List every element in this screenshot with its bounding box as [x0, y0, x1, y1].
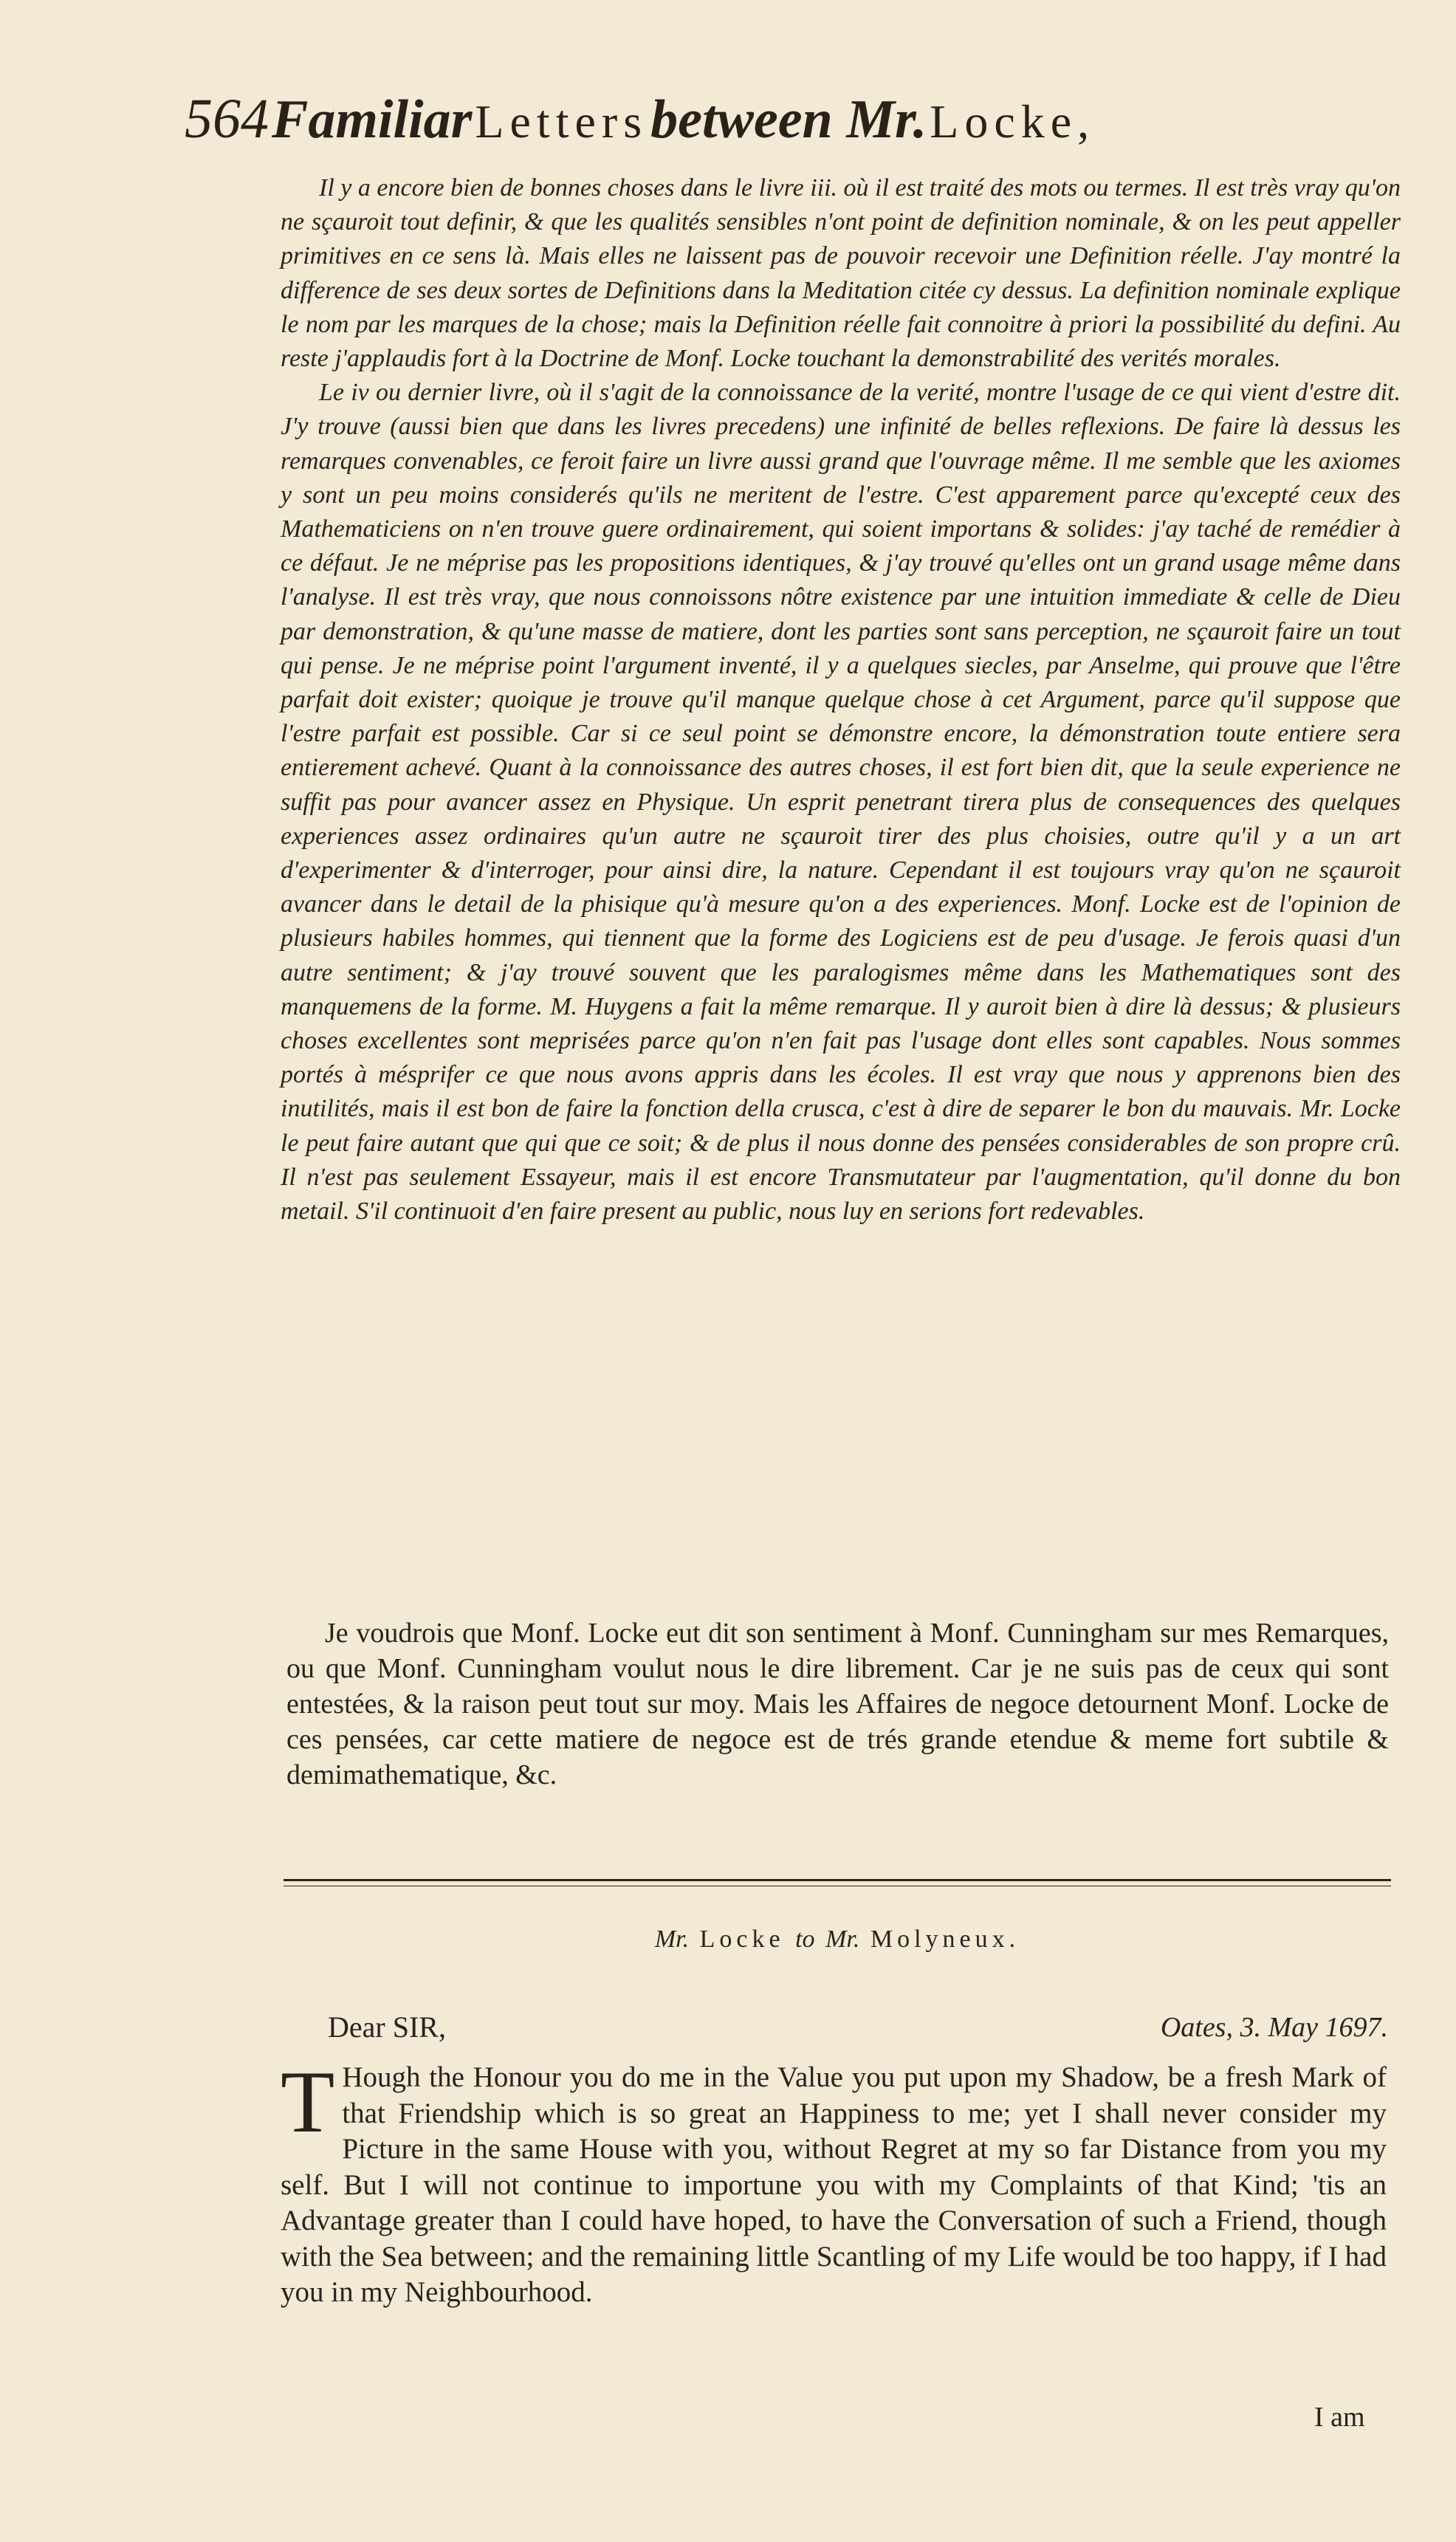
- french-letter-text: [281, 171, 1401, 1229]
- header-locke: Locke,: [930, 95, 1096, 148]
- french-paragraph-1: Il y a encore bien de bonnes choses dans le livre iii. où il est traité des mots ou termes. Il est très vray qu'on ne sçauroit tout definir, & que les qualités sensibles n'ont point de definition nominale, & on les peut appeller primitives en ce sens là. Mais elles ne laissent pas de pouvoir recevoir une Definition réelle. J'ay montré la difference de ses deux sortes de Definitions dans la Meditation citée cy dessus. La definition nominale explique le nom par les marques de la chose; mais la Definition réelle fait connoitre à priori la possibilité du defini. Au reste j'applaudis fort à la Doctrine de Monf. Locke touchant la demonstrabilité des verités morales.: [281, 174, 1401, 373]
- heading-locke: Locke: [699, 1926, 785, 1953]
- page-number: 564: [185, 88, 269, 150]
- heading-mr-2: Mr.: [825, 1926, 860, 1953]
- drop-cap: T: [281, 2053, 335, 2151]
- section-divider: [284, 1879, 1391, 1886]
- closing-remarks: [286, 1615, 1389, 1793]
- heading-molyneux: Molyneux.: [870, 1926, 1020, 1953]
- letter-body-text: Hough the Honour you do me in the Value you put upon my Shadow, be a fresh Mark of that Friendship which is so great an Happiness to me; yet I shall never consider my Picture in the same House with you, without Regret at my so far Distance from you my self. But I will not continue to importune you with my Complaints of that Kind; 'tis an Advantage greater than I could have hoped, to have the Conversation of such a Friend, though with the Sea between; and the remaining little Scantling of my Life would be too happy, if I had you in my Neighbourhood.: [281, 2061, 1387, 2308]
- closing-paragraph: Je voudrois que Monf. Locke eut dit son sentiment à Monf. Cunningham sur mes Remarques, ou que Monf. Cunningham voulut nous le dire librement. Car je ne suis pas de ceux qui sont entestées, & la raison peut tout sur moy. Mais les Affaires de negoce detournent Monf. Locke de ces pensées, car cette matiere de negoce est de trés grande etendue & meme fort subtile & demimathematique, &c.: [286, 1618, 1389, 1790]
- heading-to: to: [795, 1926, 815, 1953]
- running-header: [185, 87, 1403, 151]
- header-letters: Letters: [475, 95, 648, 148]
- catchword: I am: [1314, 2402, 1365, 2433]
- letter-body: [281, 2053, 1387, 2311]
- french-paragraph-2: Le iv ou dernier livre, où il s'agit de la connoissance de la verité, montre l'usage de ce qui vient d'estre dit. J'y trouve (aussi bien que dans les livres precedens) une infinité de belles reflexions. De faire là dessus les remarques convenables, ce feroit faire un livre aussi grand que l'ouvrage même. Il me semble que les axiomes y sont un peu moins considerés qu'ils ne meritent de l'estre. C'est apparement parce qu'excepté ceux des Mathematiciens on n'en trouve guere ordinairement, qui soient importans & solides: j'ay taché de remédier à ce défaut. Je ne méprise pas les propositions identiques, & j'ay trouvé qu'elles ont un grand usage même dans l'analyse. Il est très vray, que nous connoissons nôtre existence par une intuition immediate & celle de Dieu par demonstration, & qu'une masse de matiere, dont les parties sont sans perception, ne sçauroit faire un tout qui pense. Je ne méprise point l'argument inventé, il y a quelques siecles, par Anselme, qui prouve que l'être parfait doit exister; quoique je trouve qu'il manque quelque chose à cet Argument, parce qu'il suppose que l'estre parfait est possible. Car si ce seul point se démonstre encore, la démonstration toute entiere sera entierement achevé. Quant à la connoissance des autres choses, il est fort bien dit, que la seule experience ne suffit pas pour avancer assez en Physique. Un esprit penetrant tirera plus de consequences des quelques experiences assez ordinaires qu'un autre ne sçauroit tirer des plus choisies, outre qu'il y a un art d'experimenter & d'interroger, pour ainsi dire, la nature. Cependant il est toujours vray qu'on ne sçauroit avancer dans le detail de la phisique qu'à mesure qu'on a des experiences. Monf. Locke est de l'opinion de plusieurs habiles hommes, qui tiennent que la forme des Logiciens est de peu d'usage. Je ferois quasi d'un autre sentiment; & j'ay trouvé souvent que les paralogismes même dans les Mathematiques sont des manquemens de la forme. M. Huygens a fait la même remarque. Il y auroit bien à dire là dessus; & plusieurs choses excellentes sont meprisées parce qu'on n'en fait pas l'usage dont elles sont capables. Nous sommes portés à mésprifer ce que nous avons appris dans les écoles. Il est vray que nous y apprenons bien des inutilités, mais il est bon de faire la fonction della crusca, c'est à dire de separer le bon du mauvais. Mr. Locke le peut faire autant que qui que ce soit; & de plus il nous donne des pensées considerables de son propre crû. Il n'est pas seulement Essayeur, mais il est encore Transmutateur par l'augmentation, qu'il donne du bon metail. S'il continuoit d'en faire present au public, nous luy en serions fort redevables.: [281, 379, 1401, 1226]
- header-between: between Mr.: [650, 89, 927, 150]
- letter-heading: [284, 1926, 1391, 1954]
- heading-mr-1: Mr.: [654, 1926, 690, 1953]
- place-date: Oates, 3. May 1697.: [1160, 2012, 1388, 2043]
- header-familiar: Familiar: [272, 89, 473, 150]
- salutation: Dear SIR,: [328, 2010, 446, 2044]
